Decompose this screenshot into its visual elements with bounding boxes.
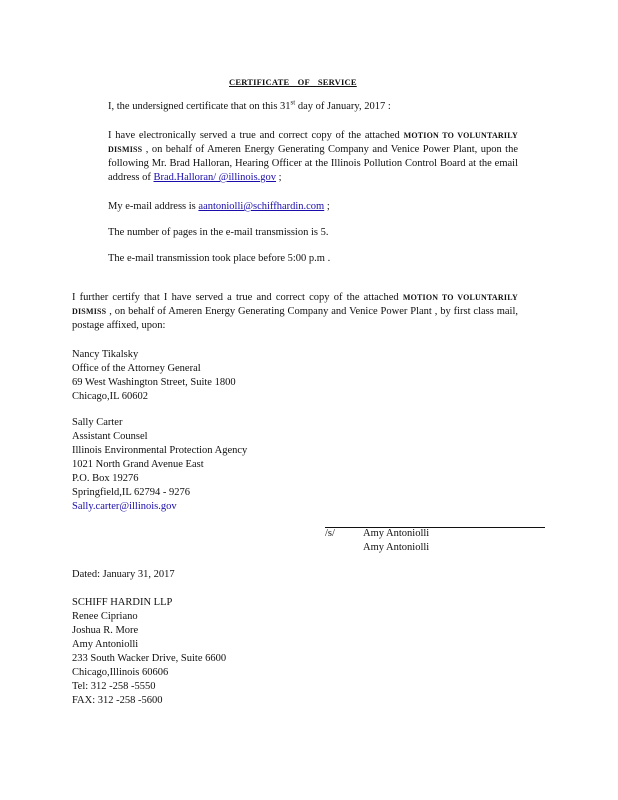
antoniolli-email-link[interactable]: aantoniolli@schiffhardin.com — [198, 201, 325, 212]
signature-name-printed: Amy Antoniolli — [363, 542, 430, 553]
firm-line: Joshua R. More — [72, 625, 139, 636]
recipient2-line: Sally Carter — [72, 417, 123, 428]
halloran-email-link[interactable]: Brad.Halloran/ @illinois.gov — [153, 172, 277, 183]
recipient2-line: Springfield,IL 62794 - 9276 — [72, 487, 191, 498]
firm-line: Renee Cipriano — [72, 611, 138, 622]
firm-line: 233 South Wacker Drive, Suite 6600 — [72, 653, 227, 664]
recipient1-line: Chicago,IL 60602 — [72, 391, 149, 402]
p5-text-a: I further certify that I have served a true and correct copy of the attached — [72, 292, 403, 303]
recipient1-line: Office of the Attorney General — [72, 363, 201, 374]
signature-name-signed: Amy Antoniolli — [363, 528, 430, 539]
recipient2-line: P.O. Box 19276 — [72, 473, 139, 484]
firm-line: SCHIFF HARDIN LLP — [72, 597, 173, 608]
transmission-time-line: The e-mail transmission took place before 5:00 p.m . — [108, 253, 331, 264]
p2-text-a: My e-mail address is — [108, 201, 199, 212]
signature-slash: /s/ — [325, 528, 335, 539]
intro-line — [108, 100, 391, 114]
firm-signature-block — [72, 596, 226, 708]
intro-suffix: st — [290, 98, 296, 107]
recipient2-line: Illinois Environmental Protection Agency — [72, 445, 248, 456]
electronic-service-paragraph — [108, 129, 518, 185]
recipient2-line: Assistant Counsel — [72, 431, 148, 442]
recipient-address-1 — [72, 348, 236, 404]
mail-service-paragraph — [72, 291, 518, 333]
firm-line: FAX: 312 -258 -5600 — [72, 695, 163, 706]
sally-carter-email[interactable]: Sally.carter@illinois.gov — [72, 501, 177, 512]
dated-line: Dated: January 31, 2017 — [72, 569, 175, 580]
recipient1-line: 69 West Washington Street, Suite 1800 — [72, 377, 236, 388]
p1-text-b: , on behalf of Ameren Energy Generating Company and Venice Power Plant, upon the following Mr. Brad Halloran, Hearing Officer at the Illinois Pollution Control Board at the email address of — [108, 144, 518, 183]
signature-rule — [325, 527, 545, 528]
my-email-line — [108, 200, 330, 214]
recipient1-line: Nancy Tikalsky — [72, 349, 139, 360]
p1-text-c: ; — [276, 172, 282, 183]
p1-text-a: I have electronically served a true and correct copy of the attached — [108, 130, 404, 141]
p5-motion-title: MOTION TO VOLUNTARILY DISMISS — [72, 293, 518, 316]
p1-motion-title: MOTION TO VOLUNTARILY DISMISS — [108, 131, 518, 154]
firm-line: Tel: 312 -258 -5550 — [72, 681, 156, 692]
p5-text-b: , on behalf of Ameren Energy Generating Company and Venice Power Plant , by first class mail, postage affixed, upon: — [72, 306, 518, 331]
intro-text-before: I, the undersigned certificate that on this 31 — [108, 101, 291, 112]
firm-line: Amy Antoniolli — [72, 639, 139, 650]
page-title: CERTIFICATE OF SERVICE — [229, 77, 357, 87]
recipient2-line: 1021 North Grand Avenue East — [72, 459, 204, 470]
intro-text-after: day of January, 2017 : — [295, 101, 391, 112]
p2-text-b: ; — [324, 201, 330, 212]
firm-line: Chicago,Illinois 60606 — [72, 667, 169, 678]
pages-count-line: The number of pages in the e-mail transmission is 5. — [108, 227, 329, 238]
recipient-address-2 — [72, 416, 247, 514]
